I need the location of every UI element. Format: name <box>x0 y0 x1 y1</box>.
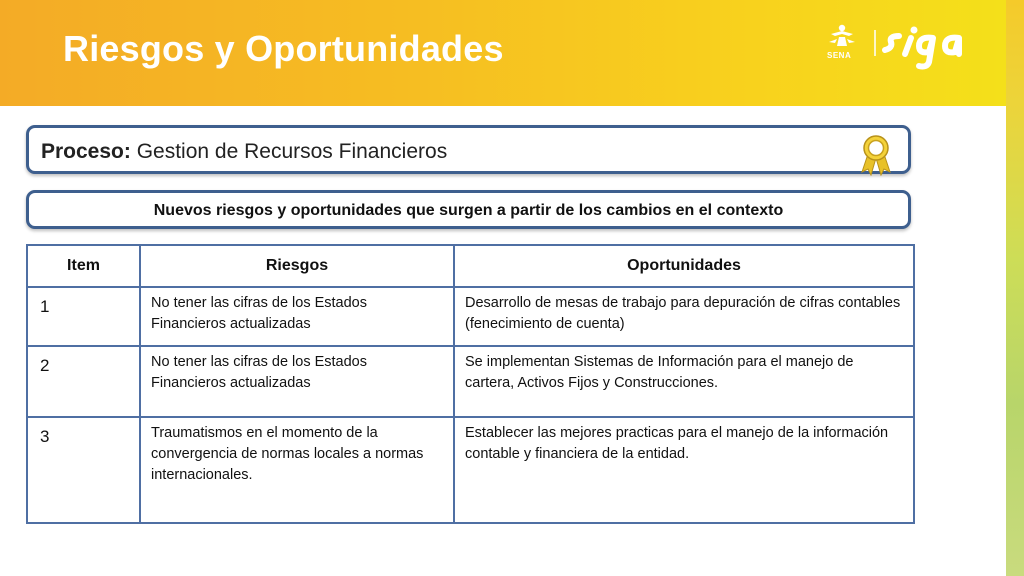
header-riesgos: Riesgos <box>140 245 454 287</box>
row-oportunidad: Desarrollo de mesas de trabajo para depuración de cifras contables (fenecimiento de cuenta) <box>454 287 914 346</box>
decorative-side-strip <box>1006 0 1024 576</box>
proceso-text <box>41 140 447 164</box>
row-riesgo: No tener las cifras de los Estados Financieros actualizadas <box>140 287 454 346</box>
siga-logo-icon <box>871 24 975 74</box>
row-oportunidad: Establecer las mejores practicas para el manejo de la información contable y financiera de la entidad. <box>454 417 914 523</box>
header-oportunidades: Oportunidades <box>454 245 914 287</box>
slide-title: Riesgos y Oportunidades <box>63 28 504 69</box>
row-riesgo: Traumatismos en el momento de la convergencia de normas locales a normas internacionales. <box>140 417 454 523</box>
table-row <box>27 287 914 346</box>
row-oportunidad: Se implementan Sistemas de Información para el manejo de cartera, Activos Fijos y Construcciones. <box>454 346 914 417</box>
slide-header <box>0 0 1006 106</box>
subtitle-box <box>26 190 911 229</box>
table-row <box>27 346 914 417</box>
proceso-label: Proceso: <box>41 140 131 163</box>
row-item: 1 <box>27 287 140 346</box>
sena-logo-text: SENA <box>827 51 852 60</box>
table-row <box>27 417 914 523</box>
row-riesgo: No tener las cifras de los Estados Financieros actualizadas <box>140 346 454 417</box>
row-item: 2 <box>27 346 140 417</box>
award-ribbon-icon <box>858 134 894 176</box>
proceso-box <box>26 125 911 174</box>
header-item: Item <box>27 245 140 287</box>
proceso-value: Gestion de Recursos Financieros <box>130 140 448 163</box>
row-item: 3 <box>27 417 140 523</box>
table-header-row <box>27 245 914 287</box>
risk-table <box>26 244 915 524</box>
subtitle-text: Nuevos riesgos y oportunidades que surgen a partir de los cambios en el contexto <box>153 202 784 219</box>
logo-group <box>825 24 975 74</box>
